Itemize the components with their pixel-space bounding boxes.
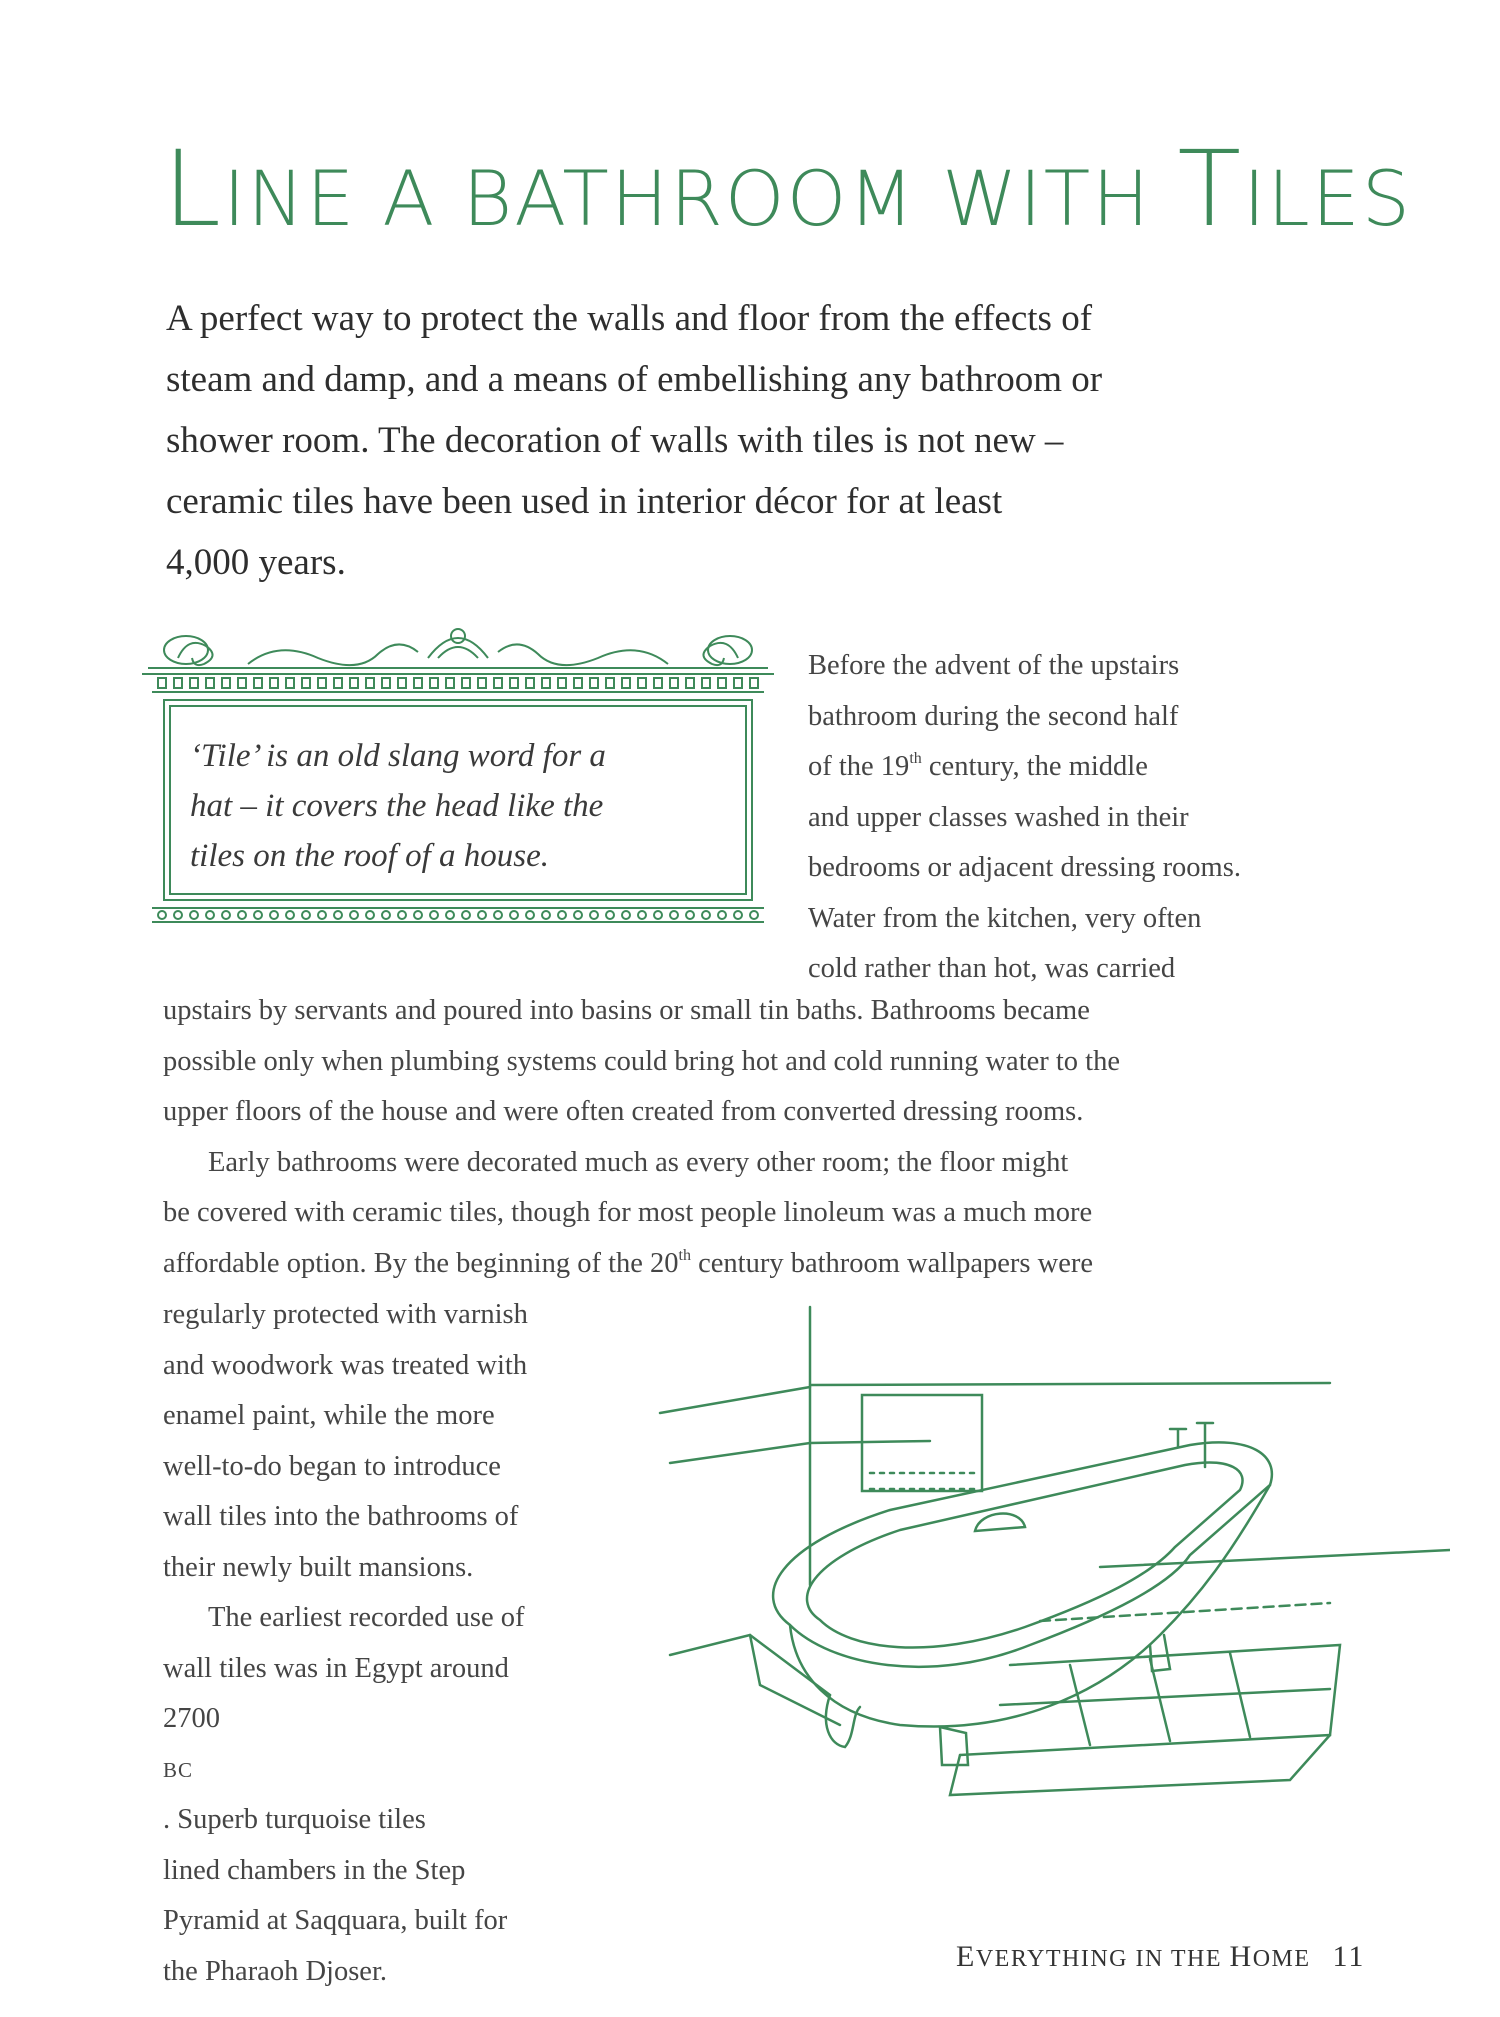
body-line: upstairs by servants and poured into basins or small tin baths. Bathrooms became — [163, 995, 1090, 1026]
body-line — [163, 1694, 528, 1846]
body-text-part: . Superb turquoise tiles — [163, 1804, 426, 1835]
intro-line: steam and damp, and a means of embellishing any bathroom or — [166, 359, 1103, 400]
quote-line: hat – it covers the head like the — [190, 788, 604, 824]
page-footer — [956, 1940, 1365, 1974]
pull-quote — [190, 731, 710, 881]
page-title — [163, 128, 1413, 250]
body-line: upper floors of the house and were often created from converted dressing rooms. — [163, 1096, 1084, 1127]
body-line: Early bathrooms were decorated much as every other room; the floor might — [208, 1146, 1069, 1178]
title-part-2: ILES — [1242, 154, 1413, 243]
intro-line: ceramic tiles have been used in interior décor for at least — [166, 481, 1003, 522]
intro-line: 4,000 years. — [166, 542, 346, 583]
body-line — [808, 742, 1241, 793]
body-line: Water from the kitchen, very often — [808, 902, 1202, 934]
quote-line: ‘Tile’ is an old slang word for a — [190, 738, 606, 774]
footer-book-title: OME — [1252, 1946, 1311, 1972]
title-part-1: INE A BATHROOM WITH — [222, 154, 1178, 243]
body-line: bathroom during the second half — [808, 700, 1179, 732]
body-line: and woodwork was treated with — [163, 1349, 528, 1381]
body-text-part: century, the middle — [921, 751, 1148, 782]
body-text-part: affordable option. By the beginning of the 20 — [163, 1247, 679, 1279]
left-column-text — [163, 1290, 528, 1997]
footer-book-title: VERYTHING IN THE — [975, 1946, 1230, 1972]
body-line: lined chambers in the Step — [163, 1854, 466, 1886]
superscript-th: th — [678, 1246, 691, 1264]
body-line: The earliest recorded use of — [208, 1602, 525, 1633]
right-column-text — [808, 641, 1241, 995]
body-line: Before the advent of the upstairs — [808, 650, 1180, 681]
title-initial-l: L — [163, 128, 223, 250]
body-line: the Pharaoh Djoser. — [163, 1955, 387, 1987]
body-line: enamel paint, while the more — [163, 1400, 495, 1431]
era-abbreviation: BC — [163, 1757, 194, 1782]
body-text-part: of the 19 — [808, 751, 910, 782]
intro-line: A perfect way to protect the walls and floor from the effects of — [166, 298, 1093, 339]
body-line: regularly protected with varnish — [163, 1299, 528, 1330]
intro-line: shower room. The decoration of walls with tiles is not new – — [166, 420, 1064, 461]
body-text-part: century bathroom wallpapers were — [691, 1247, 1094, 1279]
body-line: and upper classes washed in their — [808, 801, 1189, 833]
superscript-th: th — [909, 750, 922, 767]
bathtub-illustration-icon — [630, 1295, 1450, 1855]
body-line: be covered with ceramic tiles, though for most people linoleum was a much more — [163, 1197, 1093, 1228]
page-number: 11 — [1332, 1940, 1366, 1973]
body-line: wall tiles into the bathrooms of — [163, 1501, 519, 1532]
footer-initial: H — [1229, 1940, 1253, 1973]
body-line: Pyramid at Saqquara, built for — [163, 1905, 508, 1936]
full-width-text — [163, 986, 1120, 1289]
footer-initial: E — [956, 1940, 976, 1973]
body-line — [163, 1239, 1120, 1290]
body-line: wall tiles was in Egypt around — [163, 1652, 509, 1684]
quote-line: tiles on the roof of a house. — [190, 838, 550, 874]
title-initial-t: T — [1177, 128, 1243, 250]
body-line: bedrooms or adjacent dressing rooms. — [808, 852, 1241, 883]
body-line: possible only when plumbing systems could bring hot and cold running water to the — [163, 1045, 1121, 1077]
body-line: their newly built mansions. — [163, 1551, 474, 1583]
intro-paragraph — [166, 288, 1326, 593]
body-text-part: 2700 — [163, 1703, 220, 1734]
body-line: cold rather than hot, was carried — [808, 953, 1176, 984]
body-line: well-to-do began to introduce — [163, 1450, 501, 1482]
